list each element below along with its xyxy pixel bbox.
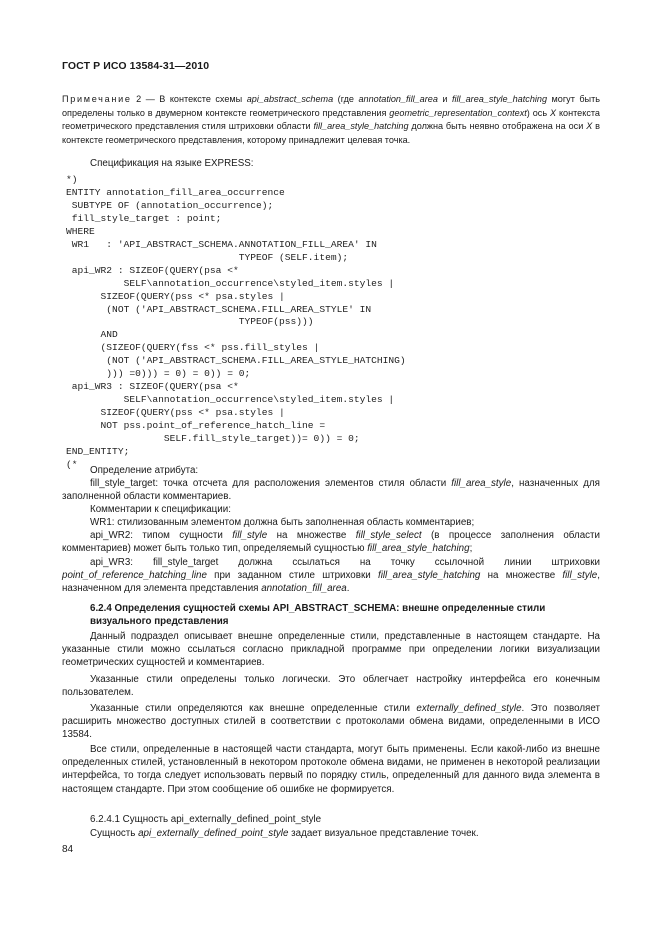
wr3-comment: api_WR3: fill_style_target должна ссылаться на точку ссылочной линии штриховки point_of_reference_hatching_line при заданном стиле штриховки fill_area_style_hatching на множестве fill_style, назначенном для элемента представления annotation_fill_area. (62, 557, 600, 595)
express-spec-title: Спецификация на языке EXPRESS: (90, 158, 254, 169)
page-number: 84 (62, 844, 74, 855)
body-paragraph: Указанные стили определены только логически. Это облегчает настройку интерфейса его конечным пользователем. (62, 674, 600, 699)
fill-style-target-definition: fill_style_target: точка отсчета для расположения элементов стиля области fill_area_style, назначенных для заполненной области комментариев. (62, 478, 600, 503)
note-label: Примечание (62, 94, 132, 104)
note-paragraph: Примечание 2 — В контексте схемы api_abstract_schema (где annotation_fill_area и fill_area_style_hatching могут быть определены только в двумерном контексте геометрического представления geometric_representation_context) ось X контекста геометрического представления стиля штриховки области fill_area_style_hatching должна быть неявно отображена на оси X в контексте геометрического представления, которому принадлежит целевая точка. (62, 94, 600, 145)
body-paragraph: Указанные стили определяются как внешне определенные стили externally_defined_style. Это позволяет расширить множество доступных стилей в соответствии с протоколами обмена видами, определенными в ИСО 13584. (62, 703, 600, 741)
body-paragraph: Все стили, определенные в настоящей части стандарта, могут быть применены. Если какой-либо из внешне определенных стилей, установленный в некотором протоколе обмена видами, не применен в некоторой реализации интерфейса, то тогда следует использовать первый по порядку стиль, определенный для данного вида элемента в настоящем стандарте. При этом сообщение об ошибке не формируется. (62, 744, 600, 795)
express-code-block: *) ENTITY annotation_fill_area_occurrence SUBTYPE OF (annotation_occurrence); fill_style_target : point; WHERE WR1 : 'API_ABSTRACT_SCHEMA.ANNOTATION_FILL_AREA' IN TYPEOF (SELF.item); api_WR2 : SIZEOF(QUERY(psa <* SELF\annotation_occurrence\styled_item.styles | SIZEOF(QUERY(pss <* psa.styles | (NOT ('API_ABSTRACT_SCHEMA.FILL_AREA_STYLE' IN TYPEOF(pss))) AND (SIZEOF(QUERY(fss <* pss.fill_styles | (NOT ('API_ABSTRACT_SCHEMA.FILL_AREA_STYLE_HATCHING) ))) =0))) = 0) = 0)) = 0; api_WR3 : SIZEOF(QUERY(psa <* SELF\annotation_occurrence\styled_item.styles | SIZEOF(QUERY(pss <* psa.styles | NOT pss.point_of_reference_hatch_line = SELF.fill_style_target))= 0)) = 0; END_ENTITY; (* (66, 174, 406, 470)
document-header: ГОСТ Р ИСО 13584-31—2010 (62, 60, 210, 72)
subsection-heading: 6.2.4.1 Сущность api_externally_defined_point_style (90, 814, 322, 825)
comments-heading: Комментарии к спецификации: (90, 504, 231, 515)
body-paragraph: Сущность api_externally_defined_point_style задает визуальное представление точек. (90, 828, 479, 839)
wr2-comment: api_WR2: типом сущности fill_style на множестве fill_style_select (в процессе заполнения области комментариев) может быть только тип, определяемый сущностью fill_area_style_hatching; (62, 530, 600, 555)
attribute-definition-heading: Определение атрибута: (90, 465, 199, 476)
section-heading: 6.2.4 Определения сущностей схемы API_ABSTRACT_SCHEMA: внешне определенные стили визуального представления (90, 603, 546, 628)
body-paragraph: Данный подраздел описывает внешне определенные стили, представленные в настоящем стандарте. На указанные стили можно ссылаться согласно прикладной программе при определении логики визуализации геометрических сущностей и комментариев. (62, 631, 600, 669)
wr1-comment: WR1: стилизованным элементом должна быть заполненная область комментариев; (90, 517, 475, 528)
